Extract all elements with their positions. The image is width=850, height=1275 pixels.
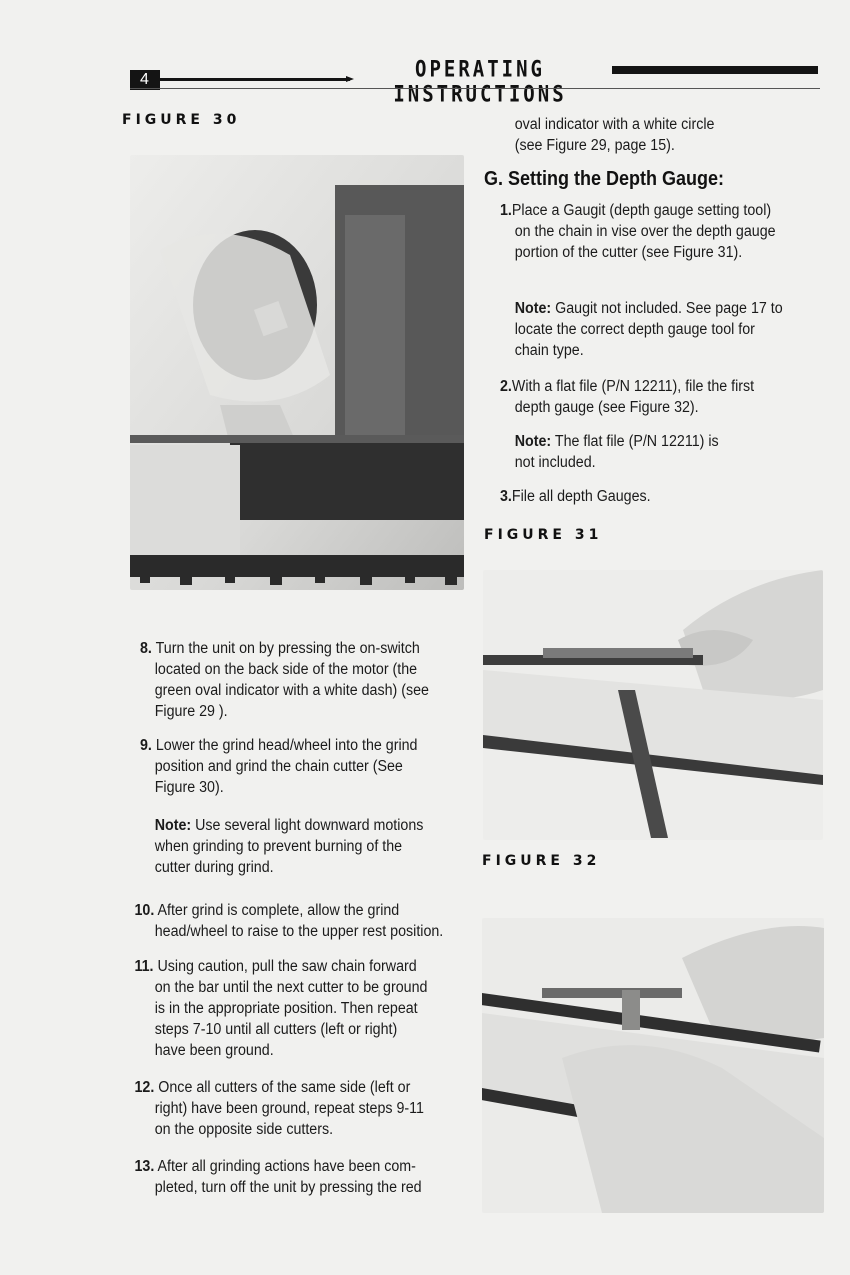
step-text: Using caution, pull the saw chain forward [157,958,417,975]
step-text: right) have been ground, repeat steps 9-11 [154,1100,424,1117]
note-label: Note: [514,300,552,317]
section-heading: G. Setting the Depth Gauge: [484,168,725,190]
step-text: Place a Gaugit (depth gauge setting tool) [511,202,772,219]
step-8 [140,638,420,659]
note-text: Use several light downward motions [195,817,424,834]
step-text: depth gauge (see Figure 32). [514,399,699,416]
figure-30-label: FIGURE 30 [122,112,241,128]
figure-32-photo [482,918,824,1213]
step-text: After all grinding actions have been com- [157,1158,416,1175]
step-number: 2. [500,378,512,395]
step-text: portion of the cutter (see Figure 31). [514,244,743,261]
step-text: head/wheel to raise to the upper rest position. [154,923,444,940]
note-step-1 [515,298,783,319]
step-2 [500,376,754,397]
step-text: on the chain in vise over the depth gauge [514,223,776,240]
step-text: pleted, turn off the unit by pressing the red [154,1179,422,1196]
figure-30-photo [130,155,464,590]
step-11 [134,956,416,977]
step-text: Once all cutters of the same side (left or [158,1079,411,1096]
step-text: Turn the unit on by pressing the on-switch [155,640,420,657]
step-10 [134,900,399,921]
step-text: on the bar until the next cutter to be ground [154,979,428,996]
continued-text: (see Figure 29, page 15). [514,137,675,154]
step-text: Figure 30). [154,779,224,796]
step-text: File all depth Gauges. [511,488,651,505]
step-text: position and grind the chain cutter (See [154,758,403,775]
figure-31-photo [483,570,823,840]
step-number: 10. [134,902,155,919]
note-label: Note: [154,817,192,834]
step-text: Figure 29 ). [154,703,228,720]
step-number: 8. [140,640,152,657]
step-number: 3. [500,488,512,505]
header-underline [130,88,820,89]
note-text: Gaugit not included. See page 17 to [555,300,783,317]
step-number: 11. [134,958,154,975]
section-title: OPERATING INSTRUCTIONS [393,56,567,108]
figure-31-label: FIGURE 31 [484,527,603,543]
step-text: green oval indicator with a white dash) (see [154,682,429,699]
figure-32-label: FIGURE 32 [482,853,601,869]
header-rule-right [612,66,818,74]
step-number: 9. [140,737,152,754]
step-text: After grind is complete, allow the grind [157,902,400,919]
note-text: The flat file (P/N 12211) is [554,433,719,450]
note-text: chain type. [514,342,584,359]
continued-text: oval indicator with a white circle [514,116,715,133]
page-number: 4 [130,70,160,90]
step-number: 12. [134,1079,155,1096]
note-label: Note: [514,433,552,450]
step-text: With a flat file (P/N 12211), file the first [511,378,755,395]
step-12 [134,1077,410,1098]
note-step-2 [515,431,719,452]
step-1 [500,200,771,221]
note-text: not included. [514,454,596,471]
step-3 [500,486,651,507]
step-text: Lower the grind head/wheel into the grind [155,737,418,754]
step-text: located on the back side of the motor (the [154,661,418,678]
note-text: cutter during grind. [154,859,274,876]
step-text: have been ground. [154,1042,274,1059]
step-9 [140,735,417,756]
note-step-9 [155,815,424,836]
step-text: is in the appropriate position. Then repeat [154,1000,418,1017]
note-text: when grinding to prevent burning of the [154,838,403,855]
step-13 [134,1156,415,1177]
step-number: 13. [134,1158,155,1175]
step-number: 1. [500,202,512,219]
step-text: steps 7-10 until all cutters (left or right) [154,1021,398,1038]
note-text: locate the correct depth gauge tool for [514,321,755,338]
header-rule-left [160,78,350,81]
step-text: on the opposite side cutters. [154,1121,334,1138]
